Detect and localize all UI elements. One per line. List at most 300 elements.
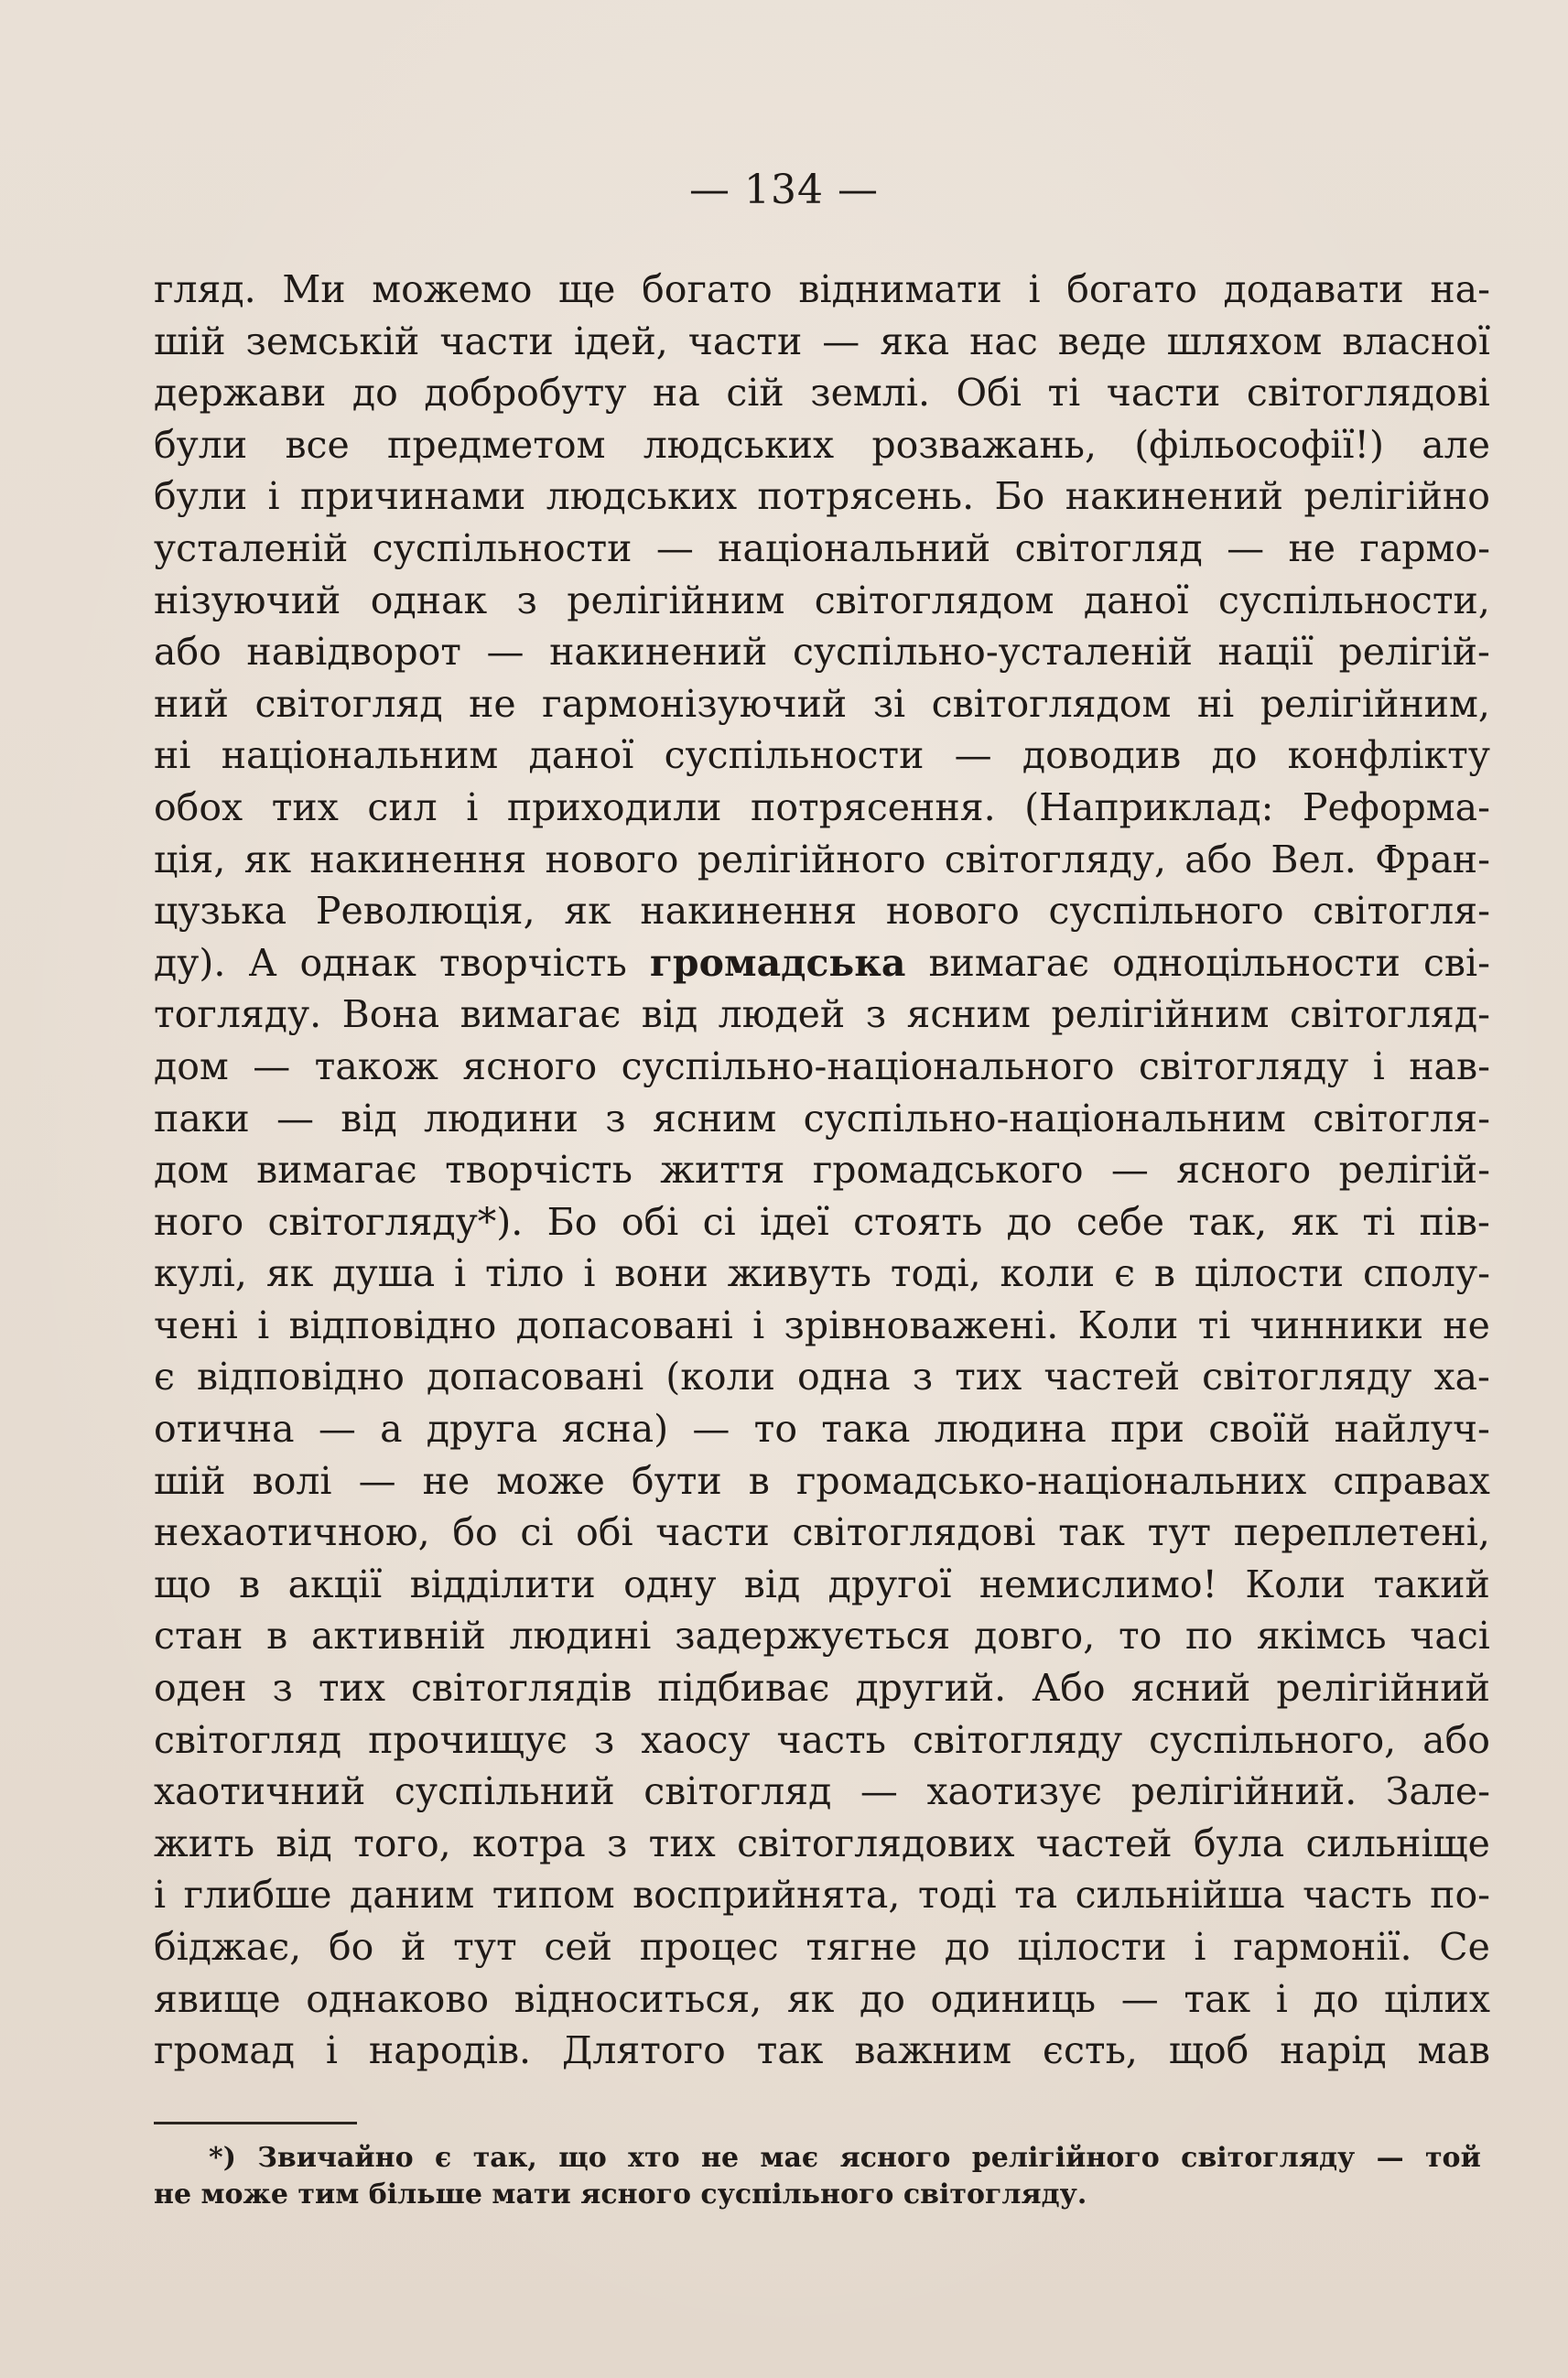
word: бо bbox=[452, 1510, 498, 1555]
word: і bbox=[752, 1302, 765, 1347]
body-text bbox=[154, 264, 1490, 2077]
word: все bbox=[285, 422, 350, 467]
word: народів. bbox=[368, 2028, 532, 2073]
word: ція, bbox=[154, 837, 226, 881]
footnote-word: релігійного bbox=[971, 2142, 1160, 2174]
word: сильнійша bbox=[1075, 1873, 1285, 1918]
footnote-word: є bbox=[435, 2142, 452, 2174]
word: світогляд bbox=[254, 681, 443, 726]
word: відноситься, bbox=[514, 1976, 762, 2021]
word: приходили bbox=[506, 784, 722, 829]
word: тогляду. bbox=[154, 992, 322, 1037]
word: одиниць bbox=[930, 1976, 1097, 2021]
footnote-word: той bbox=[1424, 2142, 1481, 2174]
word: є bbox=[154, 1355, 175, 1400]
word: по- bbox=[1430, 1873, 1490, 1918]
word: гармо- bbox=[1359, 525, 1490, 570]
word: прочищує bbox=[368, 1717, 568, 1762]
word: на bbox=[653, 371, 700, 416]
word: паки bbox=[154, 1096, 250, 1140]
word: Се bbox=[1439, 1925, 1490, 1969]
word: світогляд- bbox=[1289, 992, 1490, 1037]
word: глибше bbox=[183, 1873, 332, 1918]
word: А bbox=[248, 940, 277, 985]
word: до bbox=[944, 1925, 990, 1969]
word: в bbox=[1153, 1251, 1175, 1296]
word: суспільного bbox=[1048, 889, 1284, 934]
text-line bbox=[154, 678, 1490, 730]
word: активній bbox=[310, 1614, 486, 1659]
word: части bbox=[687, 319, 803, 363]
footnote-divider bbox=[154, 2122, 357, 2124]
word: живуть bbox=[727, 1251, 871, 1296]
word: в bbox=[266, 1614, 288, 1659]
word: як bbox=[786, 1976, 835, 2021]
word: однаково bbox=[306, 1976, 490, 2021]
word: тих bbox=[318, 1666, 385, 1711]
word: накинення bbox=[309, 837, 527, 881]
word: однак bbox=[299, 940, 416, 985]
word: ті bbox=[1047, 371, 1081, 416]
word: до bbox=[1006, 1199, 1053, 1244]
word: з bbox=[272, 1666, 293, 1711]
word: також bbox=[314, 1043, 438, 1088]
word: то bbox=[1118, 1614, 1162, 1659]
word: части bbox=[655, 1510, 770, 1555]
word: може bbox=[496, 1458, 605, 1503]
word: релігійним bbox=[567, 578, 785, 622]
word: по bbox=[1185, 1614, 1234, 1659]
word: до bbox=[1313, 1976, 1359, 2021]
word: тоді bbox=[917, 1873, 997, 1918]
word: громад bbox=[154, 2028, 295, 2073]
word: в bbox=[748, 1458, 770, 1503]
word: вимагає bbox=[256, 1148, 417, 1193]
word: акції bbox=[287, 1562, 383, 1606]
word: одну bbox=[623, 1562, 717, 1606]
word: нас bbox=[969, 319, 1038, 363]
word: нехаотичною, bbox=[154, 1510, 430, 1555]
word: з bbox=[912, 1355, 934, 1400]
word: світогляду bbox=[1139, 1043, 1349, 1088]
footnote-line-2: не може тим більше мати ясного суспільного світогляду. bbox=[154, 2178, 1087, 2210]
word: хаотичний bbox=[154, 1769, 366, 1814]
word: і bbox=[1028, 267, 1041, 311]
word: можемо bbox=[372, 267, 533, 311]
text-line bbox=[154, 2025, 1490, 2077]
word: ясного bbox=[462, 1043, 598, 1088]
word: допасовані bbox=[515, 1302, 733, 1347]
word: в bbox=[239, 1562, 261, 1606]
footnote-word: має bbox=[760, 2142, 819, 2174]
word: людина bbox=[934, 1407, 1087, 1452]
word: (Наприклад: bbox=[1024, 784, 1274, 829]
word: як bbox=[1291, 1199, 1339, 1244]
word: не bbox=[422, 1458, 470, 1503]
word: тоді, bbox=[890, 1251, 981, 1296]
word: сі bbox=[702, 1199, 736, 1244]
text-line bbox=[154, 730, 1490, 782]
text-line bbox=[154, 1662, 1490, 1714]
word: того, bbox=[353, 1821, 451, 1865]
word: себе bbox=[1076, 1199, 1165, 1244]
word: однак bbox=[370, 578, 488, 622]
text-line bbox=[154, 575, 1490, 627]
text-line bbox=[154, 1351, 1490, 1403]
word: ідей, bbox=[573, 319, 668, 363]
word: і bbox=[325, 2028, 339, 2073]
word: Коли bbox=[1077, 1302, 1179, 1347]
text-line bbox=[154, 626, 1490, 678]
word: стоять bbox=[853, 1199, 983, 1244]
word: і bbox=[1275, 1976, 1288, 2021]
word: гляд. bbox=[154, 267, 256, 311]
word: світогляду bbox=[1202, 1355, 1412, 1400]
footnote bbox=[154, 2140, 1481, 2213]
word: части bbox=[1106, 371, 1221, 416]
word: якімсь bbox=[1256, 1614, 1387, 1659]
word: дом bbox=[154, 1043, 229, 1088]
word: отична bbox=[154, 1407, 295, 1452]
word: цілих bbox=[1384, 1976, 1490, 2021]
word: явище bbox=[154, 1976, 281, 2021]
word: мав bbox=[1417, 2028, 1490, 2073]
word: другий. bbox=[855, 1666, 1007, 1711]
word: — bbox=[1110, 1148, 1149, 1193]
word: чені bbox=[154, 1302, 238, 1347]
word: були bbox=[154, 474, 248, 519]
text-line bbox=[154, 1766, 1490, 1818]
word: національним bbox=[221, 733, 499, 778]
word: ідеї bbox=[760, 1199, 829, 1244]
word: Бо bbox=[994, 474, 1045, 519]
word: така bbox=[821, 1407, 911, 1452]
word: причинами bbox=[300, 474, 526, 519]
word: та bbox=[1014, 1873, 1058, 1918]
word: сій bbox=[726, 371, 784, 416]
word: світоглядів bbox=[410, 1666, 633, 1711]
word: громадського bbox=[812, 1148, 1084, 1193]
word: бути bbox=[631, 1458, 722, 1503]
text-line bbox=[154, 1921, 1490, 1973]
word: задержується bbox=[675, 1614, 951, 1659]
word: Бо bbox=[546, 1199, 598, 1244]
word: світогляд bbox=[643, 1769, 832, 1814]
word: — bbox=[253, 1043, 291, 1088]
word: сі bbox=[520, 1510, 554, 1555]
word: допасовані bbox=[426, 1355, 644, 1400]
word: землі. bbox=[810, 371, 930, 416]
word: добробуту bbox=[424, 371, 627, 416]
word: релігійний bbox=[1276, 1666, 1490, 1711]
word: ду). bbox=[154, 940, 226, 985]
word: Коли bbox=[1245, 1562, 1346, 1606]
text-line bbox=[154, 1041, 1490, 1093]
word: Реформа- bbox=[1302, 784, 1490, 829]
word: даної bbox=[1083, 578, 1189, 622]
word: своїй bbox=[1208, 1407, 1311, 1452]
word: богато bbox=[1066, 267, 1197, 311]
word: вони bbox=[614, 1251, 708, 1296]
word: творчість bbox=[438, 940, 627, 985]
word: — bbox=[860, 1769, 898, 1814]
word: нарід bbox=[1280, 2028, 1387, 2073]
word: до bbox=[351, 371, 398, 416]
word: але bbox=[1422, 422, 1490, 467]
word: обох bbox=[154, 784, 243, 829]
word: так bbox=[1184, 1976, 1251, 2021]
word: — bbox=[1227, 525, 1265, 570]
word: нав- bbox=[1409, 1043, 1490, 1088]
word: біджає, bbox=[154, 1925, 302, 1969]
text-line bbox=[154, 367, 1490, 419]
text-line bbox=[154, 1248, 1490, 1300]
word: світогляд bbox=[154, 1717, 342, 1762]
word: — bbox=[276, 1096, 315, 1140]
word: Революція, bbox=[315, 889, 535, 934]
word: світоглядом bbox=[931, 681, 1172, 726]
word: кулі, bbox=[154, 1251, 247, 1296]
word: релігійним, bbox=[1260, 681, 1490, 726]
word: — bbox=[1120, 1976, 1159, 2021]
word: й bbox=[401, 1925, 427, 1969]
word: друга bbox=[426, 1407, 538, 1452]
text-line bbox=[154, 523, 1490, 575]
text-line bbox=[154, 989, 1490, 1041]
word: так bbox=[756, 2028, 824, 2073]
word: нового bbox=[885, 889, 1020, 934]
word: або bbox=[154, 630, 222, 675]
word: світогля- bbox=[1313, 889, 1490, 934]
word: життя bbox=[660, 1148, 785, 1193]
word: і bbox=[1372, 1043, 1385, 1088]
word: конфлікту bbox=[1287, 733, 1490, 778]
word: тих bbox=[648, 1821, 716, 1865]
word: цілости bbox=[1017, 1925, 1167, 1969]
word: шій bbox=[154, 1458, 226, 1503]
word: сві- bbox=[1422, 940, 1490, 985]
word: нізуючий bbox=[154, 578, 341, 622]
word: суспільности bbox=[372, 525, 633, 570]
word: була bbox=[1193, 1821, 1285, 1865]
word: людських bbox=[546, 474, 738, 519]
word: розважань, bbox=[871, 422, 1098, 467]
word: не bbox=[1443, 1302, 1490, 1347]
word: суспільно-національним bbox=[803, 1096, 1286, 1140]
word: суспільний bbox=[394, 1769, 615, 1814]
text-line bbox=[154, 1507, 1490, 1559]
text-line bbox=[154, 1144, 1490, 1196]
word: нового bbox=[545, 837, 679, 881]
word: жить bbox=[154, 1821, 255, 1865]
word: громадська bbox=[649, 940, 906, 985]
word: ні bbox=[154, 733, 191, 778]
text-line bbox=[154, 782, 1490, 834]
footnote-word: хто bbox=[628, 2142, 680, 2174]
text-line bbox=[154, 1869, 1490, 1921]
word: ясний bbox=[1130, 1666, 1251, 1711]
word: суспільно-національного bbox=[621, 1043, 1115, 1088]
word: обі bbox=[576, 1510, 633, 1555]
word: до bbox=[859, 1976, 905, 2021]
word: Ми bbox=[282, 267, 346, 311]
text-line bbox=[154, 1403, 1490, 1455]
word: восприйнята, bbox=[633, 1873, 901, 1918]
word: і bbox=[257, 1302, 270, 1347]
word: зрівноважені. bbox=[784, 1302, 1059, 1347]
word: ний bbox=[154, 681, 229, 726]
word: — bbox=[655, 525, 694, 570]
word: потрясення. bbox=[751, 784, 996, 829]
word: як bbox=[243, 837, 292, 881]
word: усталеній bbox=[154, 525, 349, 570]
word: части bbox=[439, 319, 554, 363]
text-line bbox=[154, 1455, 1490, 1508]
word: або bbox=[1422, 1717, 1490, 1762]
word: світоглядові bbox=[1246, 371, 1490, 416]
word: пів- bbox=[1419, 1199, 1490, 1244]
word: релігій- bbox=[1338, 1148, 1490, 1193]
word: накинений bbox=[1065, 474, 1283, 519]
word: людини bbox=[424, 1096, 579, 1140]
word: і bbox=[1194, 1925, 1206, 1969]
word: даної bbox=[528, 733, 634, 778]
word: творчість bbox=[445, 1148, 633, 1193]
footnote-word: не bbox=[700, 2142, 740, 2174]
word: від bbox=[743, 1562, 801, 1606]
word: — bbox=[318, 1407, 356, 1452]
word: світогляду*). bbox=[267, 1199, 524, 1244]
word: волі bbox=[252, 1458, 332, 1503]
text-line bbox=[154, 316, 1490, 368]
word: людських bbox=[643, 422, 835, 467]
word: душа bbox=[332, 1251, 436, 1296]
word: доводив bbox=[1022, 733, 1182, 778]
footnote-word: Звичайно bbox=[257, 2142, 414, 2174]
word: потрясень. bbox=[757, 474, 975, 519]
word: світоглядових bbox=[737, 1821, 1015, 1865]
word: частей bbox=[1044, 1355, 1181, 1400]
word: релігійно bbox=[1303, 474, 1490, 519]
word: немислимо! bbox=[979, 1562, 1218, 1606]
word: Зале- bbox=[1385, 1769, 1490, 1814]
word: нації bbox=[1217, 630, 1314, 675]
word: накинений bbox=[549, 630, 768, 675]
word: національний bbox=[718, 525, 991, 570]
word: є bbox=[1114, 1251, 1136, 1296]
word: тіло bbox=[485, 1251, 565, 1296]
word: що bbox=[154, 1562, 211, 1606]
word: часть bbox=[1303, 1873, 1412, 1918]
word: і bbox=[583, 1251, 596, 1296]
text-line bbox=[154, 1196, 1490, 1248]
footnote-word: світогляду bbox=[1181, 2142, 1356, 2174]
word: сполу- bbox=[1362, 1251, 1490, 1296]
word: сей bbox=[544, 1925, 612, 1969]
text-line bbox=[154, 1973, 1490, 2026]
word: оден bbox=[154, 1666, 247, 1711]
word: шляхом bbox=[1166, 319, 1323, 363]
word: сил bbox=[367, 784, 438, 829]
word: як bbox=[265, 1251, 314, 1296]
word: чинники bbox=[1249, 1302, 1424, 1347]
word: Обі bbox=[956, 371, 1022, 416]
word: суспільности bbox=[664, 733, 925, 778]
word: богато bbox=[642, 267, 773, 311]
word: з bbox=[516, 578, 537, 622]
word: земській bbox=[245, 319, 420, 363]
word: котра bbox=[471, 1821, 586, 1865]
word: найлуч- bbox=[1334, 1407, 1490, 1452]
word: держави bbox=[154, 371, 327, 416]
word: з bbox=[865, 992, 887, 1037]
word: тут bbox=[453, 1925, 517, 1969]
word: зі bbox=[872, 681, 906, 726]
text-line bbox=[154, 885, 1490, 937]
word: яка bbox=[880, 319, 950, 363]
text-line bbox=[154, 834, 1490, 886]
word: громадсько-національних bbox=[795, 1458, 1307, 1503]
word: відповідно bbox=[197, 1355, 405, 1400]
footnote-word: — bbox=[1376, 2142, 1404, 2174]
word: при bbox=[1110, 1407, 1184, 1452]
word: даним bbox=[349, 1873, 475, 1918]
word: ясним bbox=[652, 1096, 777, 1140]
word: часі bbox=[1410, 1614, 1490, 1659]
word: так bbox=[1058, 1510, 1125, 1555]
word: частей bbox=[1035, 1821, 1173, 1865]
word: релігійного bbox=[697, 837, 926, 881]
word: додавати bbox=[1223, 267, 1404, 311]
footnote-word: так, bbox=[472, 2142, 537, 2174]
footnote-word: ясного bbox=[839, 2142, 951, 2174]
word: сильніще bbox=[1305, 1821, 1490, 1865]
word: з bbox=[593, 1717, 615, 1762]
word: одноцільности bbox=[1112, 940, 1400, 985]
footnote-word: що bbox=[558, 2142, 607, 2174]
word: віднимати bbox=[798, 267, 1002, 311]
page-number: — 134 — bbox=[689, 167, 879, 213]
word: релігійний. bbox=[1130, 1769, 1357, 1814]
word: не bbox=[469, 681, 516, 726]
word: від bbox=[341, 1096, 397, 1140]
word: ха- bbox=[1433, 1355, 1490, 1400]
word: і bbox=[466, 784, 479, 829]
word: від bbox=[276, 1821, 332, 1865]
text-line bbox=[154, 1610, 1490, 1662]
word: стан bbox=[154, 1614, 243, 1659]
word: — bbox=[822, 319, 860, 363]
word: Або bbox=[1032, 1666, 1106, 1711]
word: ного bbox=[154, 1199, 244, 1244]
word: суспільности, bbox=[1218, 578, 1490, 622]
footnote-word: *) bbox=[209, 2142, 236, 2174]
word: часть bbox=[776, 1717, 887, 1762]
word: дом bbox=[154, 1148, 229, 1193]
word: світогляд bbox=[1014, 525, 1203, 570]
word: — bbox=[954, 733, 992, 778]
word: Вел. bbox=[1271, 837, 1357, 881]
text-line bbox=[154, 1093, 1490, 1145]
word: тих bbox=[955, 1355, 1022, 1400]
word: на- bbox=[1430, 267, 1490, 311]
word: довго, bbox=[974, 1614, 1096, 1659]
word: гармонізуючий bbox=[542, 681, 848, 726]
text-line bbox=[154, 1818, 1490, 1870]
word: світогляду bbox=[912, 1717, 1123, 1762]
word: і bbox=[454, 1251, 467, 1296]
word: світоглядом bbox=[814, 578, 1054, 622]
